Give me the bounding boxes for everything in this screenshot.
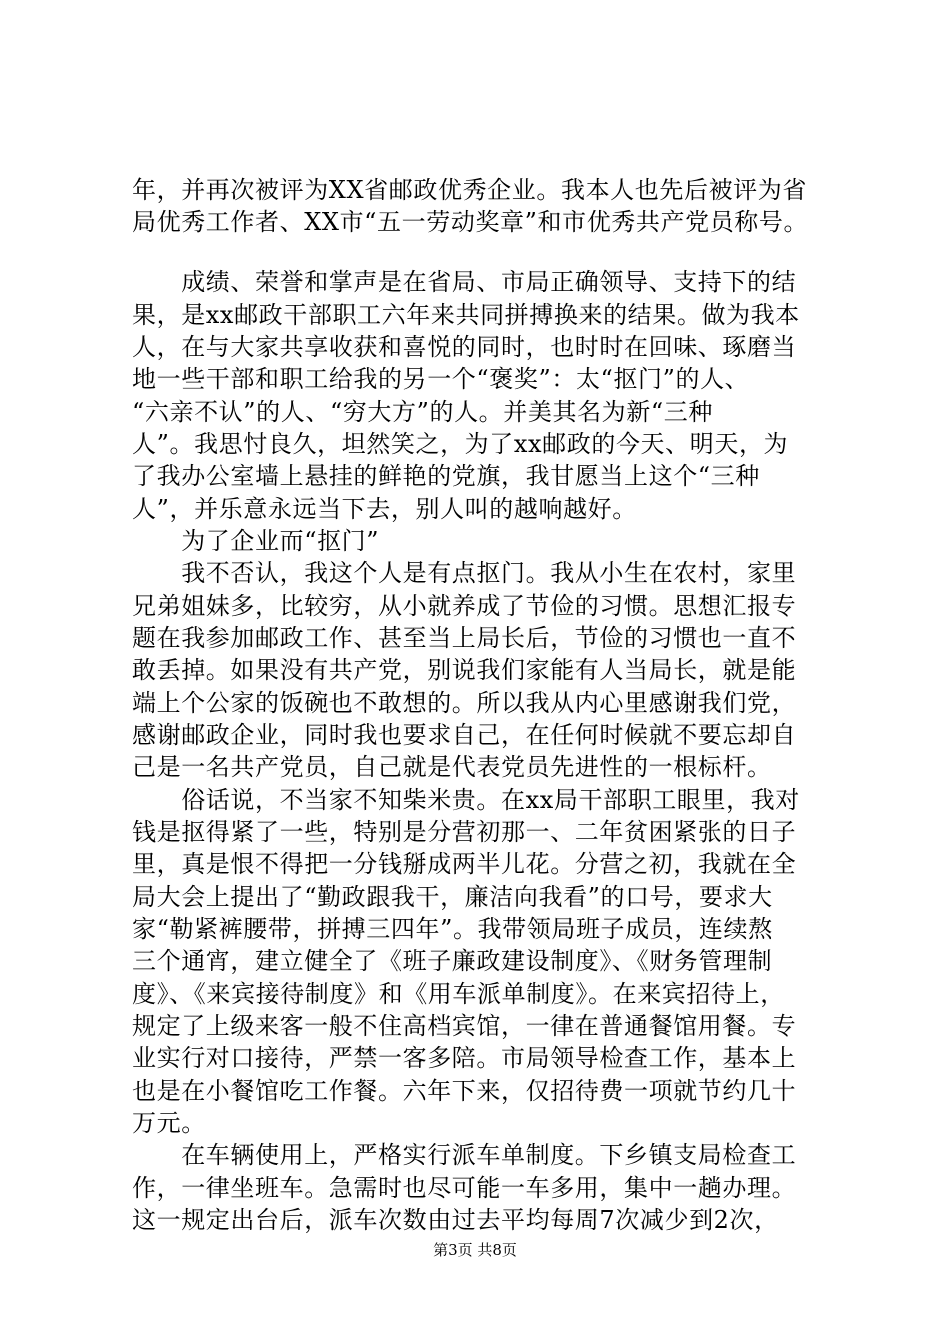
- text-line: 度》、《来宾接待制度》和《用车派单制度》。在来宾招待上，: [132, 980, 785, 1008]
- text-line: 万元。: [132, 1109, 206, 1137]
- text-line: 地一些干部和职工给我的另一个“褒奖”：太“抠门”的人、: [132, 365, 750, 393]
- text-line: 兄弟姐妹多，比较穷，从小就养成了节俭的习惯。思想汇报专: [132, 592, 797, 620]
- text-line: 果，是xx邮政干部职工六年来共同拼搏换来的结果。做为我本: [132, 301, 800, 329]
- text-line: 家“勒紧裤腰带，拼搏三四年”。我带领局班子成员，连续熬: [132, 915, 773, 943]
- text-line: 人”，并乐意永远当下去，别人叫的越响越好。: [132, 495, 637, 523]
- text-line: 俗话说，不当家不知柴米贵。在xx局干部职工眼里，我对: [132, 786, 800, 814]
- section-heading: 为了企业而“抠门”: [132, 527, 380, 555]
- text-line: 人，在与大家共享收获和喜悦的同时，也时时在回味、琢磨当: [132, 333, 797, 361]
- text-line: 作，一律坐班车。急需时也尽可能一车多用，集中一趟办理。: [132, 1174, 797, 1202]
- text-line: 钱是抠得紧了一些，特别是分营初那一、二年贫困紧张的日子: [132, 818, 797, 846]
- text-line: 题在我参加邮政工作、甚至当上局长后，节俭的习惯也一直不: [132, 624, 797, 652]
- text-line: 也是在小餐馆吃工作餐。六年下来，仅招待费一项就节约几十: [132, 1077, 797, 1105]
- text-line: 规定了上级来客一般不住高档宾馆，一律在普通餐馆用餐。专: [132, 1012, 797, 1040]
- text-line: 敢丢掉。如果没有共产党，别说我们家能有人当局长，就是能: [132, 656, 797, 684]
- text-line: 我不否认，我这个人是有点抠门。我从小生在农村，家里: [132, 559, 797, 587]
- text-line: 在车辆使用上，严格实行派车单制度。下乡镇支局检查工: [132, 1141, 797, 1169]
- text-line: 业实行对口接待，严禁一客多陪。市局领导检查工作，基本上: [132, 1044, 797, 1072]
- text-line: 成绩、荣誉和掌声是在省局、市局正确领导、支持下的结: [132, 268, 797, 296]
- text-line: 人”。我思忖良久，坦然笑之，为了xx邮政的今天、明天，为: [132, 430, 789, 458]
- text-line: 这一规定出台后，派车次数由过去平均每周7次减少到2次，: [132, 1206, 779, 1234]
- text-line: 感谢邮政企业，同时我也要求自己，在任何时候就不要忘却自: [132, 721, 797, 749]
- text-line: “六亲不认”的人、“穷大方”的人。并美其名为新“三种: [132, 398, 713, 426]
- text-line: 三个通宵，建立健全了《班子廉政建设制度》、《财务管理制: [132, 947, 773, 975]
- text-line: 了我办公室墙上悬挂的鲜艳的党旗，我甘愿当上这个“三种: [132, 462, 760, 490]
- text-line: 局大会上提出了“勤政跟我干，廉洁向我看”的口号，要求大: [132, 883, 773, 911]
- page-number-footer: 第3页 共8页: [433, 1241, 517, 1259]
- text-line: 局优秀工作者、XX市“五一劳动奖章”和市优秀共产党员称号。: [132, 208, 809, 236]
- text-line: 年，并再次被评为XX省邮政优秀企业。我本人也先后被评为省: [132, 176, 807, 204]
- text-line: 里，真是恨不得把一分钱掰成两半儿花。分营之初，我就在全: [132, 850, 797, 878]
- text-line: 己是一名共产党员，自己就是代表党员先进性的一根标杆。: [132, 753, 772, 781]
- text-line: 端上个公家的饭碗也不敢想的。所以我从内心里感谢我们党，: [132, 689, 797, 717]
